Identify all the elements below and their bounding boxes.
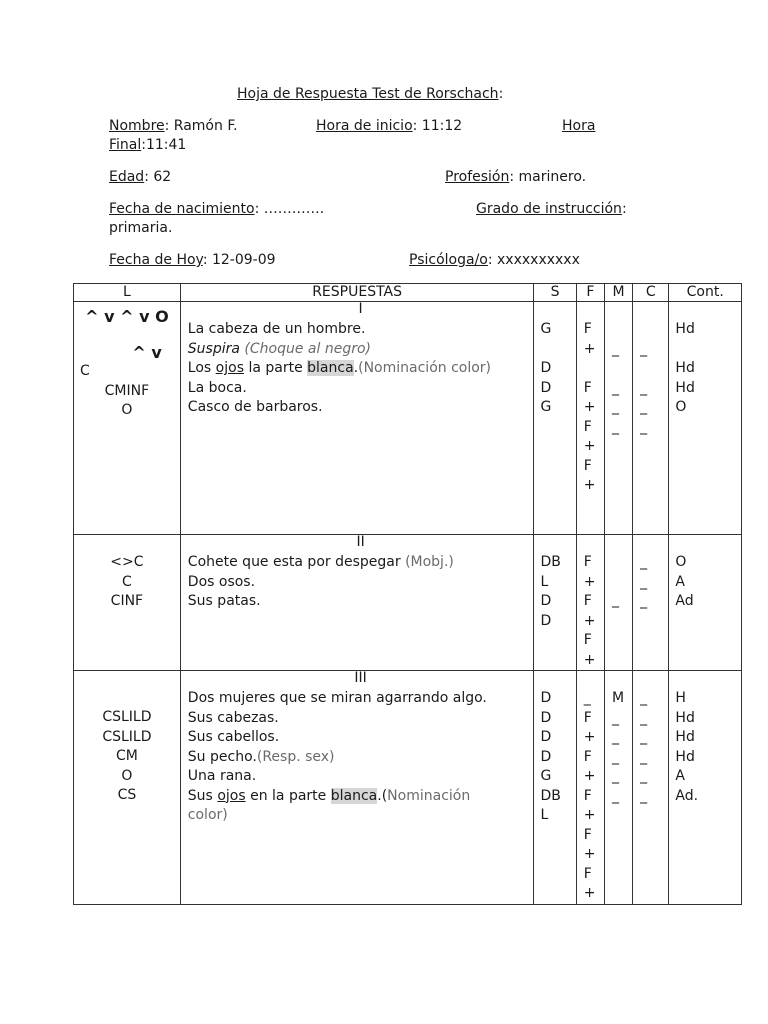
card3-s-4: G bbox=[540, 768, 552, 784]
card1-resp-2 bbox=[188, 340, 534, 360]
card3-respuestas-cell bbox=[180, 671, 534, 905]
header-m: M bbox=[604, 284, 632, 302]
header-respuestas: RESPUESTAS bbox=[180, 284, 534, 302]
card3-resp-6b: ojos bbox=[217, 787, 246, 804]
card2-f-0: F bbox=[583, 554, 592, 570]
card3-f-cell bbox=[576, 671, 604, 905]
page-title bbox=[237, 85, 503, 104]
card2-s-3: D bbox=[540, 612, 552, 629]
card3-cont-4: A bbox=[675, 768, 685, 784]
card1-f-7: F bbox=[583, 457, 592, 474]
card3-c-5: _ bbox=[640, 787, 648, 804]
grado-label: Grado de instrucción bbox=[476, 201, 622, 217]
card2-cont-cell bbox=[669, 535, 742, 671]
card2-respuestas-cell bbox=[180, 535, 534, 671]
card1-c-4: _ bbox=[640, 399, 648, 415]
card1-respuestas-cell bbox=[180, 302, 534, 535]
card1-f-6: + bbox=[583, 438, 596, 454]
card1-m-3: _ bbox=[611, 379, 619, 396]
edad-label: Edad bbox=[109, 169, 145, 185]
card3-c-cell bbox=[633, 671, 669, 905]
card1-resp-3f: (Nominación color) bbox=[358, 360, 492, 376]
table-row-card-2 bbox=[74, 535, 742, 671]
card3-m-3: _ bbox=[611, 748, 619, 765]
card3-l-0: CSLILD bbox=[102, 709, 152, 725]
card1-m-cell bbox=[604, 302, 632, 535]
profesion-label: Profesión bbox=[445, 169, 510, 185]
card3-resp-6d: blanca bbox=[330, 787, 378, 804]
card1-c-3: _ bbox=[640, 379, 648, 396]
card3-m-2: _ bbox=[611, 729, 619, 745]
card2-f-3: + bbox=[583, 612, 596, 629]
card1-resp-2a: Suspira bbox=[187, 340, 240, 357]
card3-m-1: _ bbox=[611, 709, 619, 726]
grado-value: : bbox=[621, 201, 627, 217]
card1-f-1: + bbox=[583, 340, 596, 357]
hora-inicio-value: : 11:12 bbox=[412, 118, 463, 134]
card1-l-1: ^ v bbox=[132, 342, 162, 362]
card2-m-2: _ bbox=[611, 592, 619, 608]
profesion-field bbox=[445, 168, 586, 187]
card1-cont-1 bbox=[675, 340, 741, 360]
card1-cont-4: O bbox=[675, 399, 687, 415]
card3-resp-6 bbox=[188, 787, 534, 807]
grado-continuation: primaria. bbox=[109, 220, 173, 236]
card3-f-8: + bbox=[583, 846, 596, 862]
card1-roman: I bbox=[358, 301, 363, 317]
card2-l-2: CINF bbox=[110, 593, 144, 609]
card3-cont-0: H bbox=[675, 690, 686, 706]
card3-resp-6e: .( bbox=[377, 787, 388, 804]
card1-c-5: _ bbox=[640, 418, 648, 435]
final-value: :11:41 bbox=[141, 137, 187, 153]
card1-resp-1: La cabeza de un hombre. bbox=[187, 321, 366, 337]
card1-cont-0: Hd bbox=[675, 321, 695, 337]
card1-c-1: _ bbox=[640, 340, 648, 357]
card1-l-3: CMINF bbox=[104, 382, 150, 399]
card1-f-cell bbox=[576, 302, 604, 535]
card1-m-1: _ bbox=[611, 340, 619, 357]
card1-c-0 bbox=[640, 320, 668, 340]
card1-f-3: F bbox=[583, 379, 592, 396]
card2-resp-3: Sus patas. bbox=[187, 593, 261, 609]
card1-l-4: O bbox=[121, 402, 133, 418]
card1-cont-3: Hd bbox=[675, 379, 695, 396]
card3-c-4: _ bbox=[640, 768, 648, 784]
card1-cont-cell bbox=[669, 302, 742, 535]
card3-resp-4 bbox=[188, 748, 534, 768]
card3-s-3: D bbox=[540, 748, 552, 765]
card2-c-0: _ bbox=[640, 554, 648, 570]
edad-value: : 62 bbox=[144, 169, 172, 185]
card1-m-5: _ bbox=[611, 418, 619, 435]
card1-l-cell bbox=[74, 302, 181, 535]
card3-s-cell bbox=[534, 671, 576, 905]
card3-f-3: F bbox=[583, 748, 592, 765]
card2-l-1: C bbox=[122, 573, 132, 590]
card3-f-4: + bbox=[583, 768, 596, 784]
card3-resp-6f: Nominación bbox=[387, 787, 471, 804]
card1-resp-4: La boca. bbox=[187, 379, 247, 396]
psicologa-field bbox=[409, 251, 580, 270]
card1-m-2 bbox=[612, 359, 632, 379]
card2-s-2: D bbox=[540, 593, 552, 609]
card2-s-0: DB bbox=[540, 554, 561, 570]
card3-resp-4b: (Resp. sex) bbox=[256, 748, 335, 765]
card3-cont-cell bbox=[669, 671, 742, 905]
card3-l-2: CM bbox=[115, 748, 138, 764]
card3-f-5: F bbox=[583, 787, 592, 804]
nacimiento-label: Fecha de nacimiento bbox=[109, 201, 255, 217]
nombre-label: Nombre bbox=[109, 118, 165, 134]
card3-m-0: M bbox=[611, 690, 625, 706]
card1-cont-2: Hd bbox=[675, 360, 695, 376]
card3-resp-6a: Sus bbox=[187, 787, 218, 804]
card1-resp-3e: . bbox=[353, 360, 359, 376]
card2-f-2: F bbox=[583, 593, 592, 609]
card1-s-2: D bbox=[540, 360, 552, 376]
card2-l-cell bbox=[74, 535, 181, 671]
response-table bbox=[73, 283, 742, 905]
card2-f-cell bbox=[576, 535, 604, 671]
profesion-value: : marinero. bbox=[509, 169, 587, 185]
fecha-hoy-label: Fecha de Hoy bbox=[109, 252, 203, 268]
card3-c-2: _ bbox=[640, 729, 648, 745]
header-cont: Cont. bbox=[669, 284, 742, 302]
card3-roman: III bbox=[354, 670, 367, 686]
card3-f-7: F bbox=[583, 826, 592, 843]
nombre-field bbox=[109, 117, 238, 136]
card3-resp-6g: color) bbox=[187, 807, 228, 823]
edad-field bbox=[109, 168, 171, 187]
card2-l-0: <>C bbox=[110, 554, 144, 570]
card1-resp-3c: la parte bbox=[244, 360, 308, 376]
card1-resp-3d: blanca bbox=[307, 360, 354, 376]
grado-field bbox=[476, 200, 627, 219]
fecha-hoy-field bbox=[109, 251, 276, 270]
card3-l-cell bbox=[74, 671, 181, 905]
card1-s-1 bbox=[540, 340, 575, 360]
card3-resp-6c: en la parte bbox=[245, 787, 331, 804]
card2-resp-1b: (Mobj.) bbox=[405, 554, 454, 570]
header-f: F bbox=[576, 284, 604, 302]
card3-m-cell bbox=[604, 671, 632, 905]
hora-inicio-label: Hora de inicio bbox=[316, 118, 413, 134]
card3-s-1: D bbox=[540, 709, 552, 726]
card3-cont-3: Hd bbox=[675, 748, 695, 765]
header-l: L bbox=[74, 284, 181, 302]
card1-s-0: G bbox=[540, 321, 552, 337]
card1-c-2 bbox=[640, 359, 668, 379]
card3-f-10: + bbox=[583, 885, 596, 901]
card3-f-6: + bbox=[583, 807, 596, 823]
card1-m-0 bbox=[612, 320, 632, 340]
nacimiento-field bbox=[109, 200, 324, 219]
card2-c-cell bbox=[633, 535, 669, 671]
card3-c-3: _ bbox=[640, 748, 648, 765]
card1-s-cell bbox=[534, 302, 576, 535]
card2-resp-1 bbox=[188, 553, 534, 573]
card2-c-1: _ bbox=[640, 573, 648, 590]
hora-inicio-field bbox=[316, 117, 462, 136]
card2-c-2: _ bbox=[640, 593, 648, 609]
card1-resp-5: Casco de barbaros. bbox=[187, 399, 323, 415]
card1-l-2: C bbox=[80, 363, 90, 379]
card3-cont-2: Hd bbox=[675, 729, 695, 745]
card2-f-4: F bbox=[583, 632, 592, 648]
card3-s-0: D bbox=[540, 690, 552, 706]
card1-f-5: F bbox=[583, 418, 592, 435]
card1-s-3: D bbox=[540, 379, 552, 396]
card1-resp-3a: Los bbox=[187, 360, 216, 376]
card2-cont-0: O bbox=[675, 554, 687, 570]
card3-c-1: _ bbox=[640, 709, 648, 726]
card3-s-6: L bbox=[540, 807, 549, 823]
card1-f-2 bbox=[584, 359, 604, 379]
card1-f-4: + bbox=[583, 399, 596, 415]
card3-c-0: _ bbox=[640, 690, 648, 706]
card3-l-4: CS bbox=[117, 787, 137, 803]
card3-resp-1: Dos mujeres que se miran agarrando algo. bbox=[187, 690, 487, 706]
hora-label: Hora bbox=[562, 118, 596, 134]
hora-final-field bbox=[109, 136, 186, 155]
card2-cont-2: Ad bbox=[675, 593, 694, 609]
table-row-card-1 bbox=[74, 302, 742, 535]
card2-m-cell bbox=[604, 535, 632, 671]
title-suffix: : bbox=[498, 86, 504, 102]
hora-final-label-part bbox=[562, 117, 595, 136]
card3-m-5: _ bbox=[611, 787, 619, 804]
card3-m-4: _ bbox=[611, 768, 619, 784]
card2-f-5: + bbox=[583, 651, 596, 668]
psicologa-label: Psicóloga/o bbox=[409, 252, 488, 268]
card2-s-1: L bbox=[540, 573, 549, 590]
card2-s-cell bbox=[534, 535, 576, 671]
card1-f-8: + bbox=[583, 477, 596, 493]
card1-c-cell bbox=[633, 302, 669, 535]
card2-resp-2: Dos osos. bbox=[187, 573, 256, 590]
card3-cont-1: Hd bbox=[675, 709, 695, 726]
card3-f-2: + bbox=[583, 729, 596, 745]
header-s: S bbox=[534, 284, 576, 302]
table-header-row bbox=[74, 284, 742, 302]
card3-resp-4a: Su pecho. bbox=[187, 748, 257, 765]
card1-l-0: ^ v ^ v O bbox=[85, 307, 169, 326]
card3-resp-5: Una rana. bbox=[187, 768, 257, 784]
card3-l-1: CSLILD bbox=[102, 728, 152, 745]
card3-cont-5: Ad. bbox=[675, 787, 699, 804]
card1-resp-3b: ojos bbox=[215, 360, 244, 376]
final-label: Final bbox=[109, 137, 142, 153]
nacimiento-value: : …………. bbox=[254, 201, 325, 217]
card3-s-2: D bbox=[540, 729, 552, 745]
header-c: C bbox=[633, 284, 669, 302]
nombre-value: : Ramón F. bbox=[164, 118, 238, 134]
card2-resp-1a: Cohete que esta por despegar bbox=[187, 554, 406, 570]
card1-m-4: _ bbox=[611, 399, 619, 415]
card3-f-1: F bbox=[583, 709, 592, 726]
card3-l-3: O bbox=[121, 767, 133, 784]
card2-f-1: + bbox=[583, 573, 596, 590]
card2-roman: II bbox=[356, 534, 365, 550]
card3-resp-2: Sus cabezas. bbox=[187, 709, 279, 726]
card3-s-5: DB bbox=[540, 787, 561, 804]
table-row-card-3 bbox=[74, 671, 742, 905]
card3-f-0: _ bbox=[583, 690, 591, 706]
fecha-hoy-value: : 12-09-09 bbox=[202, 252, 276, 268]
psicologa-value: : xxxxxxxxxx bbox=[487, 252, 580, 268]
card2-cont-1: A bbox=[675, 573, 685, 590]
card1-resp-3 bbox=[188, 359, 534, 379]
card1-resp-2b: (Choque al negro) bbox=[239, 340, 371, 357]
card1-f-0: F bbox=[583, 321, 592, 337]
card3-resp-3: Sus cabellos. bbox=[187, 729, 280, 745]
card3-f-9: F bbox=[583, 865, 592, 882]
title-text: Hoja de Respuesta Test de Rorschach bbox=[237, 86, 499, 102]
card1-s-4: G bbox=[540, 399, 552, 415]
